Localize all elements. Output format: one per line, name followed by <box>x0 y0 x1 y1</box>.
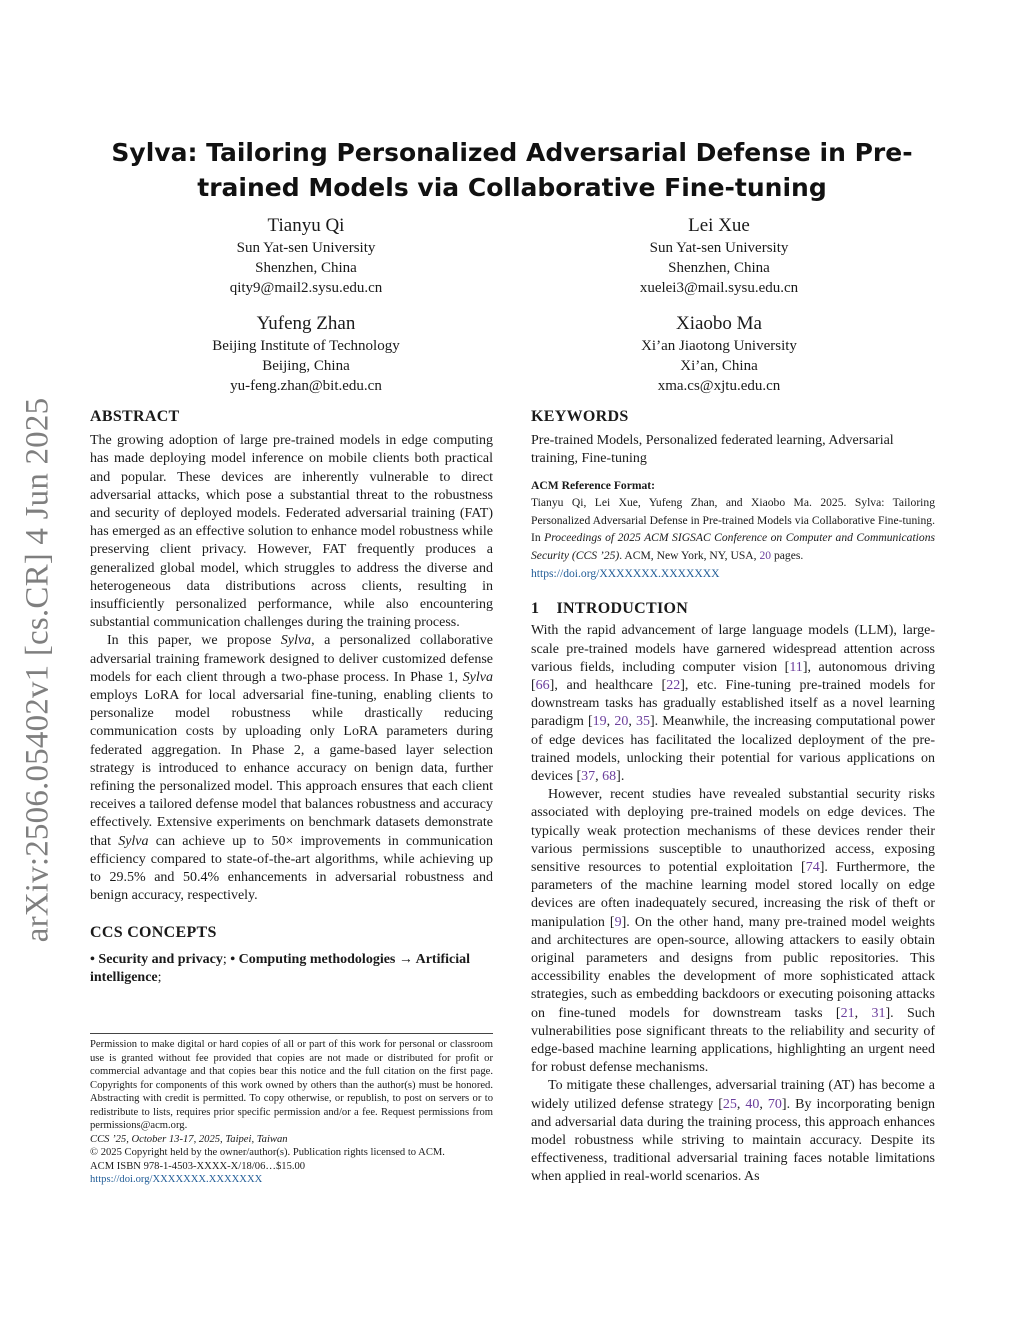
abstract-paragraph-2: In this paper, we propose Sylva, a personalized collaborative adversarial training framework designed to deliver customized defense models for each client through a two-phase process. In Phase 1, Sylva employs LoRA for local adversarial fine-tuning, enabling clients to personalize model robustness while drastically reducing communication costs by uploading only LoRA parameters during federated aggregation. In Phase 2, a game-based layer selection strategy is introduced to enhance accuracy on benign data, further refining the personalized model. This approach ensures that each client receives a tailored defense model that balances robustness and accuracy effectively. Extensive experiments on benchmark datasets demonstrate that Sylva can achieve up to 50× improvements in communication efficiency compared to state-of-the-art algorithms, while achieving up to 29.5% and 50.4% enhancements in adversarial robustness and benign accuracy, respectively. <box>90 633 493 904</box>
author-name: Xiaobo Ma <box>675 313 762 334</box>
author-name: Tianyu Qi <box>267 215 345 236</box>
author-affiliation: Xi’an Jiaotong University <box>641 338 797 354</box>
paper-title: Sylva: Tailoring Personalized Adversarial Defense in Pre-trained Models via Collaborative Fine-tuning <box>111 138 913 202</box>
abstract-heading: ABSTRACT <box>90 408 180 425</box>
author-location: Shenzhen, China <box>255 260 357 276</box>
author-name: Lei Xue <box>688 215 750 236</box>
isbn-line: ACM ISBN 978-1-4503-XXXX-X/18/06…$15.00 <box>90 1160 306 1172</box>
introduction-heading: 1 INTRODUCTION <box>531 600 689 618</box>
sylva-name: Sylva <box>280 633 312 649</box>
ccs-concepts: • Security and privacy; • Computing methodologies → Artificial intelligence; <box>90 951 471 985</box>
abstract-paragraph-1: The growing adoption of large pre-trained models in edge computing has made deploying model inference on mobile clients both practical and popular. These devices are inherently vulnerable to direct adversarial attacks, which pose a substantial threat to the robustness and security of deployed models. Federated adversarial training (FAT) has emerged as an effective solution to enhance model robustness while preserving client privacy. However, FAT frequently produces a generalized global model, which struggles to address the diverse and heterogeneous data distributions across clients, resulting in insufficiently personalized performance, while also encountering substantial communication challenges during the training process. <box>90 433 493 631</box>
intro-paragraph-3: To mitigate these challenges, adversarial training (AT) has become a widely utilized defense strategy [25, 40, 70]. By incorporating benign and adversarial data during the training process, this approach enhances model robustness while striving to maintain accuracy. Despite its effectiveness, traditional adversarial training faces notable limitations when applied in real-world scenarios. As <box>531 1078 935 1185</box>
author-affiliation: Sun Yat-sen University <box>649 240 789 256</box>
acm-reference-heading: ACM Reference Format: <box>531 478 656 492</box>
author-location: Beijing, China <box>262 358 350 374</box>
copyright-line: © 2025 Copyright held by the owner/author(s). Publication rights licensed to ACM. <box>90 1147 445 1158</box>
acm-doi-link[interactable]: https://doi.org/XXXXXXX.XXXXXXX <box>531 566 720 580</box>
acm-reference-text: Tianyu Qi, Lei Xue, Yufeng Zhan, and Xiaobo Ma. 2025. Sylva: Tailoring Personalized Adversarial Defense in Pre-trained Models via Collaborative Fine-tuning. In Proceedings of 2025 ACM SIGSAC Conference on Computer and Communications Security (CCS ’25). ACM, New York, NY, USA, 20 pages. <box>531 496 935 562</box>
acm-reference <box>531 477 935 583</box>
right-column <box>531 408 935 1187</box>
author-affiliation: Sun Yat-sen University <box>236 240 376 256</box>
author-block-3 <box>156 312 456 396</box>
author-email[interactable]: yu-feng.zhan@bit.edu.cn <box>230 378 382 394</box>
ccs-heading: CCS CONCEPTS <box>90 924 217 942</box>
keywords-heading: KEYWORDS <box>531 408 629 425</box>
author-name: Yufeng Zhan <box>256 313 356 334</box>
doi-link[interactable]: https://doi.org/XXXXXXX.XXXXXXX <box>90 1174 263 1185</box>
author-affiliation: Beijing Institute of Technology <box>212 338 400 354</box>
author-location: Shenzhen, China <box>668 260 770 276</box>
arxiv-id: arXiv:2506.05402v1 [cs.CR] 4 Jun 2025 <box>19 397 56 943</box>
intro-paragraph-1: With the rapid advancement of large language models (LLM), large-scale pre-trained models have garnered widespread attention across various fields, including computer vision [11], autonomous driving [66], and healthcare [22], etc. Fine-tuning pre-trained models for downstream tasks has gradually established itself as a novel learning paradigm [19, 20, 35]. Meanwhile, the increasing computational power of edge devices has facilitated the localized deployment of the pre-trained models, unlocking their potential for various applications on devices [37, 68]. <box>531 623 936 784</box>
author-block-4 <box>569 312 869 396</box>
author-email[interactable]: qity9@mail2.sysu.edu.cn <box>229 280 383 296</box>
intro-paragraph-2: However, recent studies have revealed substantial security risks associated with deploying pre-trained models on edge devices. The typically weak protection mechanisms of these devices render their various permissions susceptible to unauthorized access, exposing sensitive resources to potential exploitation [74]. Furthermore, the parameters of the machine learning model stored locally on edge devices are often inadequately secured, increasing the risk of theft or manipulation [9]. On the other hand, many pre-trained model weights and architectures are open-source, allowing attackers to easily obtain original parameters and designs from public repositories. This accessibility enables the development of more sophisticated attack strategies, such as embedding backdoors or executing poisoning attacks on fine-tuned models for downstream tasks [21, 31]. Such vulnerabilities pose significant threats to the reliability and security of edge-based machine learning applications, highlighting an urgent need for robust defense mechanisms. <box>531 787 935 1076</box>
author-location: Xi’an, China <box>680 358 758 374</box>
author-block-1 <box>156 214 456 298</box>
arxiv-watermark <box>8 380 68 960</box>
author-email[interactable]: xma.cs@xjtu.edu.cn <box>657 378 781 394</box>
author-block-2 <box>569 214 869 298</box>
conference-info: CCS ’25, October 13-17, 2025, Taipei, Taiwan <box>90 1133 288 1145</box>
permission-notice: Permission to make digital or hard copies of all or part of this work for personal or classroom use is granted without fee provided that copies are not made or distributed for profit or commercial advantage and that copies bear this notice and the full citation on the first page. Copyrights for components of this work owned by others than the author(s) must be honored. Abstracting with credit is permitted. To copy otherwise, or republish, to post on servers or to redistribute to lists, requires prior specific permission and/or a fee. Request permissions from permissions@acm.org. <box>90 1039 493 1131</box>
left-column <box>90 408 493 987</box>
author-email[interactable]: xuelei3@mail.sysu.edu.cn <box>639 280 799 296</box>
copyright-footnote <box>90 1033 493 1187</box>
keywords-text: Pre-trained Models, Personalized federated learning, Adversarial training, Fine-tuning <box>531 433 894 467</box>
